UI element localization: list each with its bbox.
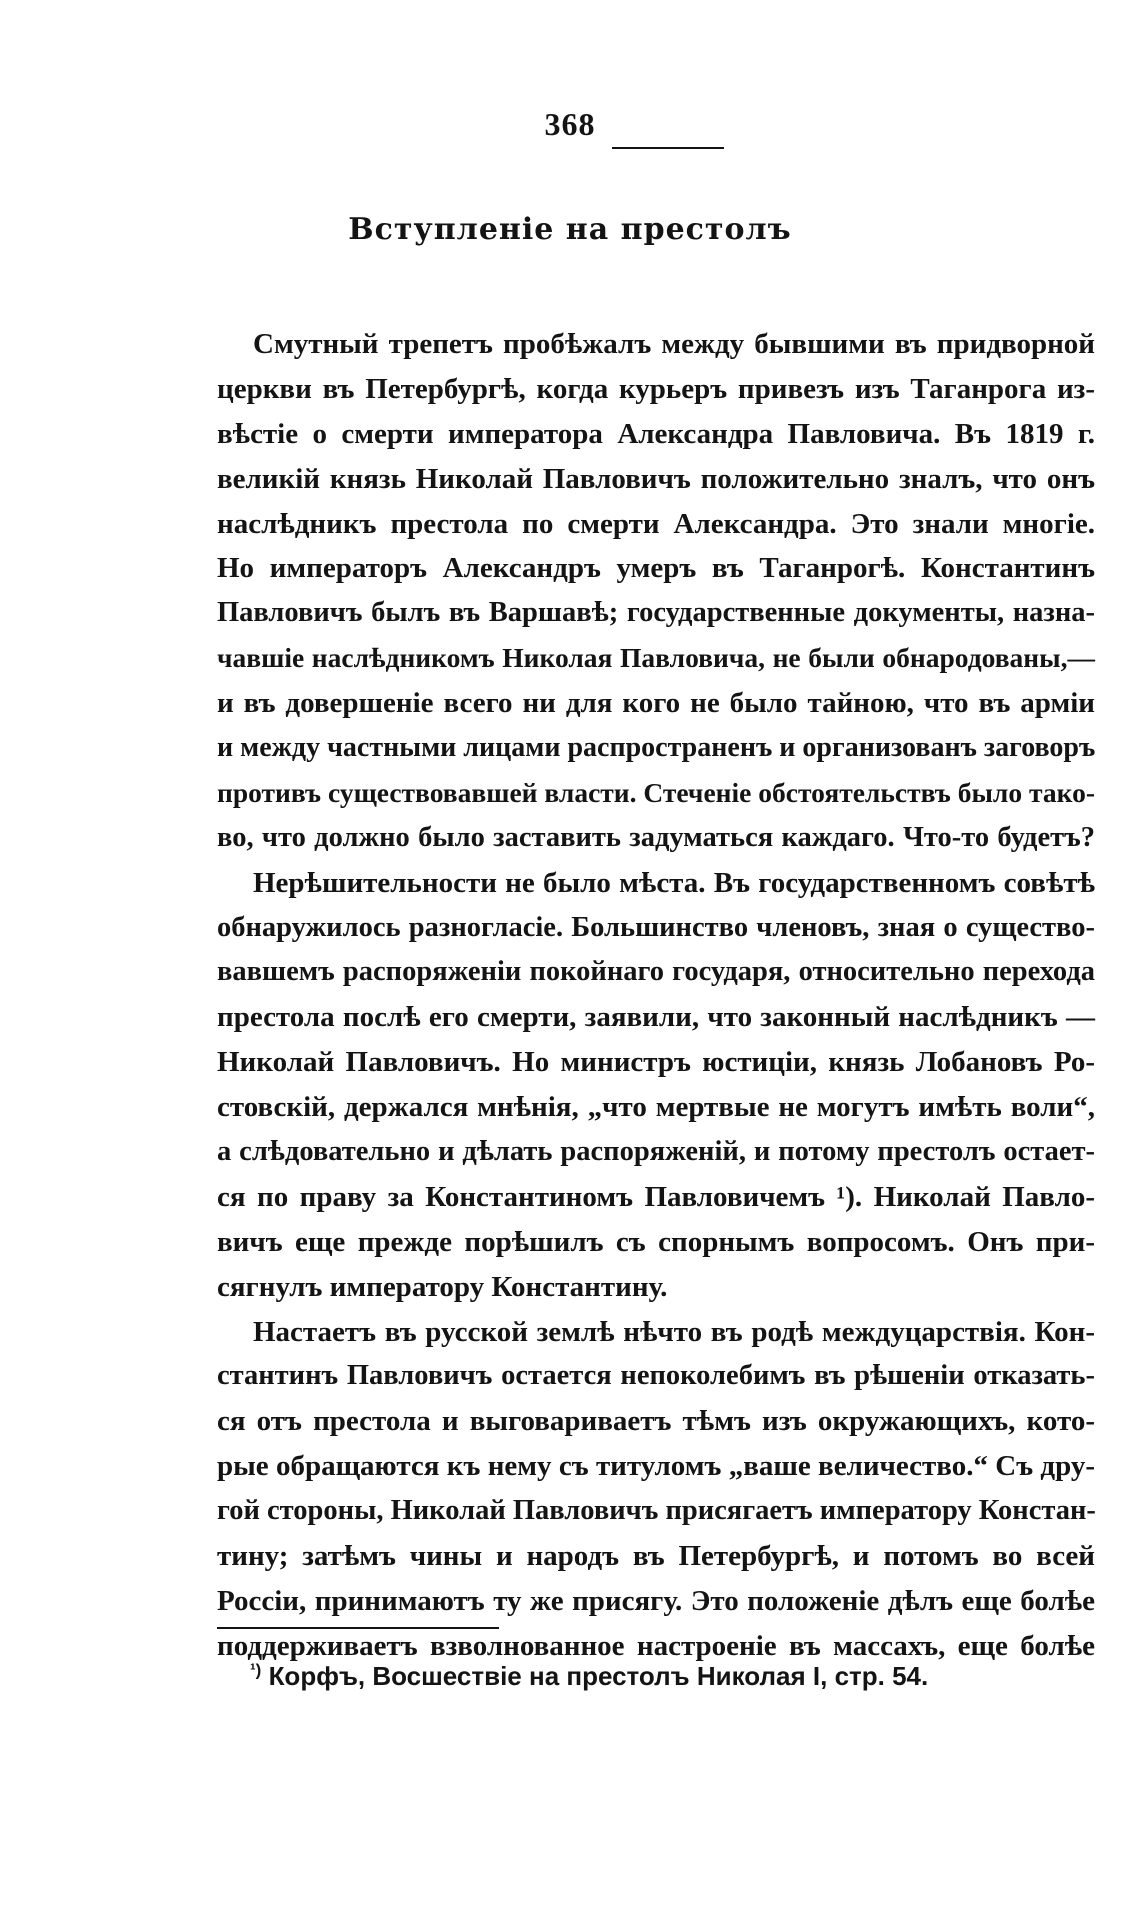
text-line: Павловичъ былъ въ Варшавѣ; государственные документы, назна- [217,597,1095,629]
text-line: а слѣдовательно и дѣлать распоряженій, и потому престолъ остает- [217,1136,1095,1168]
text-line: рые обращаются къ нему съ титуломъ „ваше величество.“ Съ дру- [217,1450,1095,1483]
footnote [250,1656,928,1696]
text-line: сягнулъ императору Константину. [217,1270,668,1303]
text-line: Нерѣшительности не было мѣста. Въ государственномъ совѣтѣ [253,866,1095,899]
text-line: вичъ еще прежде порѣшилъ съ спорнымъ вопросомъ. Онъ при- [217,1225,1095,1258]
text-line: Николай Павловичъ. Но министръ юстиціи, князь Лобановъ Ро- [217,1046,1095,1079]
text-line: и въ довершеніе всего ни для кого не было тайною, что въ арміи [217,687,1095,720]
footnote-marker: ¹) [250,1660,262,1680]
text-line: вавшемъ распоряженіи покойнаго государя, относительно перехода [217,956,1095,988]
text-line: Смутный трепетъ пробѣжалъ между бывшими въ придворной [253,328,1095,360]
text-line: стантинъ Павловичъ остается непоколебимъ въ рѣшеніи отказать- [217,1360,1095,1392]
text-line: ся отъ престола и выговариваетъ тѣмъ изъ окружающихъ, кото- [217,1405,1095,1438]
text-line: обнаружилось разногласіе. Большинство членовъ, зная о существо- [217,911,1095,943]
text-line: стовскій, держался мнѣнія, „что мертвые не могутъ имѣть воли“, [217,1091,1095,1124]
text-line: великій князь Николай Павловичъ положительно зналъ, что онъ [217,462,1095,495]
text-line: и между частными лицами распространенъ и организованъ заговоръ [217,732,1096,764]
text-line: во, что должно было заставить задуматься каждаго. Что-то будетъ? [217,821,1095,853]
text-line: церкви въ Петербургѣ, когда курьеръ привезъ изъ Таганрога из- [217,372,1095,405]
text-line: гой стороны, Николай Павловичъ присягаетъ императору Констан- [217,1495,1096,1527]
body-text [217,322,1095,1669]
text-line: престола послѣ его смерти, заявили, что законный наслѣдникъ — [217,1001,1095,1034]
text-line: наслѣдникъ престола по смерти Александра. Это знали многіе. [217,507,1095,540]
text-line: ся по праву за Константиномъ Павловичемъ ¹). Николай Павло- [217,1180,1095,1213]
text-line: Но императоръ Александръ умеръ въ Таганрогѣ. Константинъ [217,552,1095,585]
text-line: тину; затѣмъ чины и народъ въ Петербургѣ, и потомъ во всей [217,1540,1095,1573]
page-number-underline [612,147,724,149]
text-line: Настаетъ въ русской землѣ нѣчто въ родѣ междуцарствія. Кон- [253,1315,1095,1348]
text-line: поддерживаетъ взволнованное настроеніе въ массахъ, еще болѣе [217,1629,1095,1662]
chapter-title: Вступленіе на престолъ [348,212,792,247]
text-line: противъ существовавшей власти. Стеченіе обстоятельствъ было тако- [217,776,1095,808]
text-line: вѣстіе о смерти императора Александра Павловича. Въ 1819 г. [217,417,1095,450]
footnote-separator [217,1627,499,1629]
text-line: чавшіе наслѣдникомъ Николая Павловича, не были обнародованы,— [217,642,1095,674]
footnote-text: Корфъ, Восшествіе на престолъ Николая I, стр. 54. [268,1661,929,1691]
page-number: 368 [544,106,596,142]
text-line: Россіи, принимаютъ ту же присягу. Это положеніе дѣлъ еще болѣе [217,1584,1095,1617]
